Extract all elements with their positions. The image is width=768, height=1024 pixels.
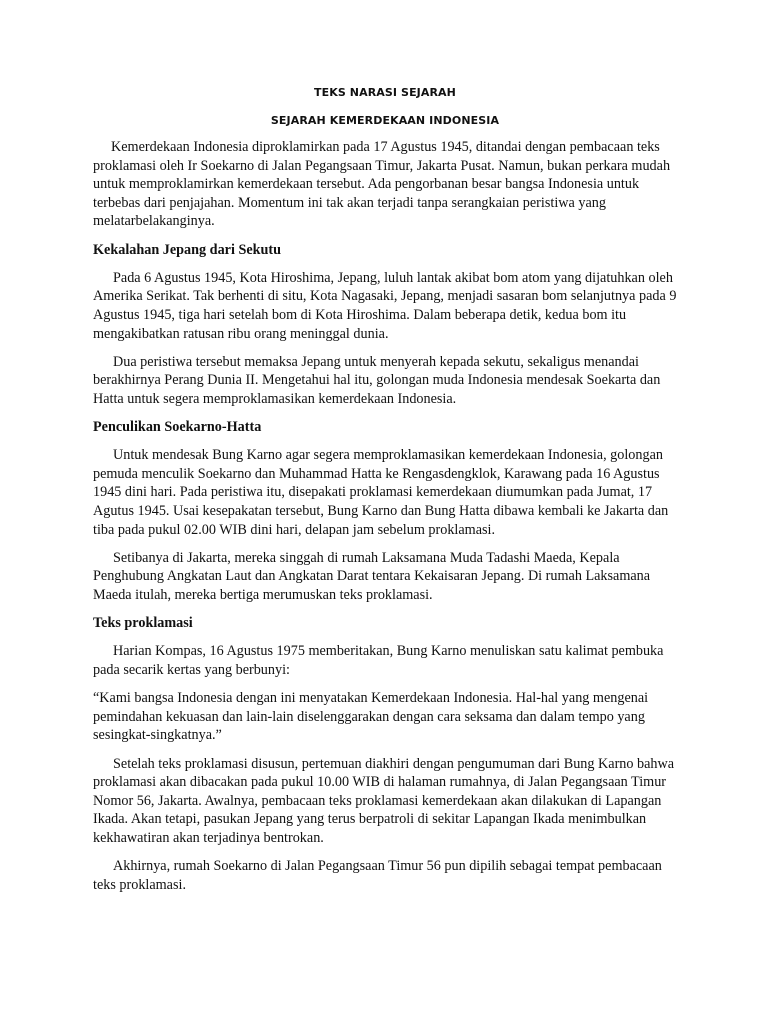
document-page xyxy=(93,86,677,904)
paragraph: Pada 6 Agustus 1945, Kota Hiroshima, Jepang, luluh lantak akibat bom atom yang dijatuhkan oleh Amerika Serikat. Tak berhenti di situ, Kota Nagasaki, Jepang, menjadi sasaran bom selanjutnya pada 9 Agustus 1945, tiga hari setelah bom di Kota Hiroshima. Dalam beberapa detik, kedua bom itu mengakibatkan ratusan ribu orang meninggal dunia. xyxy=(93,269,677,342)
intro-paragraph: Kemerdekaan Indonesia diproklamirkan pada 17 Agustus 1945, ditandai dengan pembacaan teks proklamasi oleh Ir Soekarno di Jalan Pegangsaan Timur, Jakarta Pusat. Namun, bukan perkara mudah untuk memproklamirkan kemerdekaan tersebut. Ada pengorbanan besar bangsa Indonesia untuk terbebas dari penjajahan. Momentum ini tak akan terjadi tanpa serangkaian peristiwa yang melatarbelakanginya. xyxy=(93,139,671,230)
section-heading-teks-proklamasi: Teks proklamasi xyxy=(93,615,193,632)
section-heading-penculikan: Penculikan Soekarno-Hatta xyxy=(93,419,262,436)
document-title: TEKS NARASI SEJARAH xyxy=(314,86,456,99)
paragraph: Dua peristiwa tersebut memaksa Jepang untuk menyerah kepada sekutu, sekaligus menandai berakhirnya Perang Dunia II. Mengetahui hal itu, golongan muda Indonesia mendesak Soekarta dan Hatta untuk segera memproklamasikan kemerdekaan Indonesia. xyxy=(93,353,661,407)
proclamation-quote: “Kami bangsa Indonesia dengan ini menyatakan Kemerdekaan Indonesia. Hal-hal yang mengenai pemindahan kekuasan dan lain-lain diselenggarakan dengan cara seksama dan dalam tempo yang sesingkat-singkatnya.” xyxy=(93,690,649,744)
document-subtitle: SEJARAH KEMERDEKAAN INDONESIA xyxy=(270,114,500,127)
paragraph: Akhirnya, rumah Soekarno di Jalan Pegangsaan Timur 56 pun dipilih sebagai tempat pembacaan teks proklamasi. xyxy=(93,858,662,893)
paragraph: Setelah teks proklamasi disusun, pertemuan diakhiri dengan pengumuman dari Bung Karno bahwa proklamasi akan dibacakan pada pukul 10.00 WIB di halaman rumahnya, di Jalan Pegangsaan Timur Nomor 56, Jakarta. Awalnya, pembacaan teks proklamasi kemerdekaan akan dilakukan di Lapangan Ikada. Akan tetapi, pasukan Jepang yang terus berpatroli di sekitar Lapangan Ikada menimbulkan kekhawatiran akan terjadinya bentrokan. xyxy=(93,755,675,846)
paragraph: Harian Kompas, 16 Agustus 1975 memberitakan, Bung Karno menuliskan satu kalimat pembuka pada secarik kertas yang berbunyi: xyxy=(93,643,664,678)
paragraph: Setibanya di Jakarta, mereka singgah di rumah Laksamana Muda Tadashi Maeda, Kepala Penghubung Angkatan Laut dan Angkatan Darat tentara Kekaisaran Jepang. Di rumah Laksamana Maeda itulah, mereka bertiga merumuskan teks proklamasi. xyxy=(93,549,651,604)
section-heading-kekalahan-jepang: Kekalahan Jepang dari Sekutu xyxy=(93,241,282,258)
paragraph: Untuk mendesak Bung Karno agar segera memproklamasikan kemerdekaan Indonesia, golongan pemuda menculik Soekarno dan Muhammad Hatta ke Rengasdengklok, Karawang pada 16 Agustus 1945 dini hari. Pada peristiwa itu, disepakati proklamasi kemerdekaan diumumkan pada Jumat, 17 Agutus 1945. Usai kesepakatan tersebut, Bung Karno dan Bung Hatta dibawa kembali ke Jakarta dan tiba pada pukul 02.00 WIB dini hari, delapan jam sebelum proklamasi. xyxy=(93,447,669,538)
